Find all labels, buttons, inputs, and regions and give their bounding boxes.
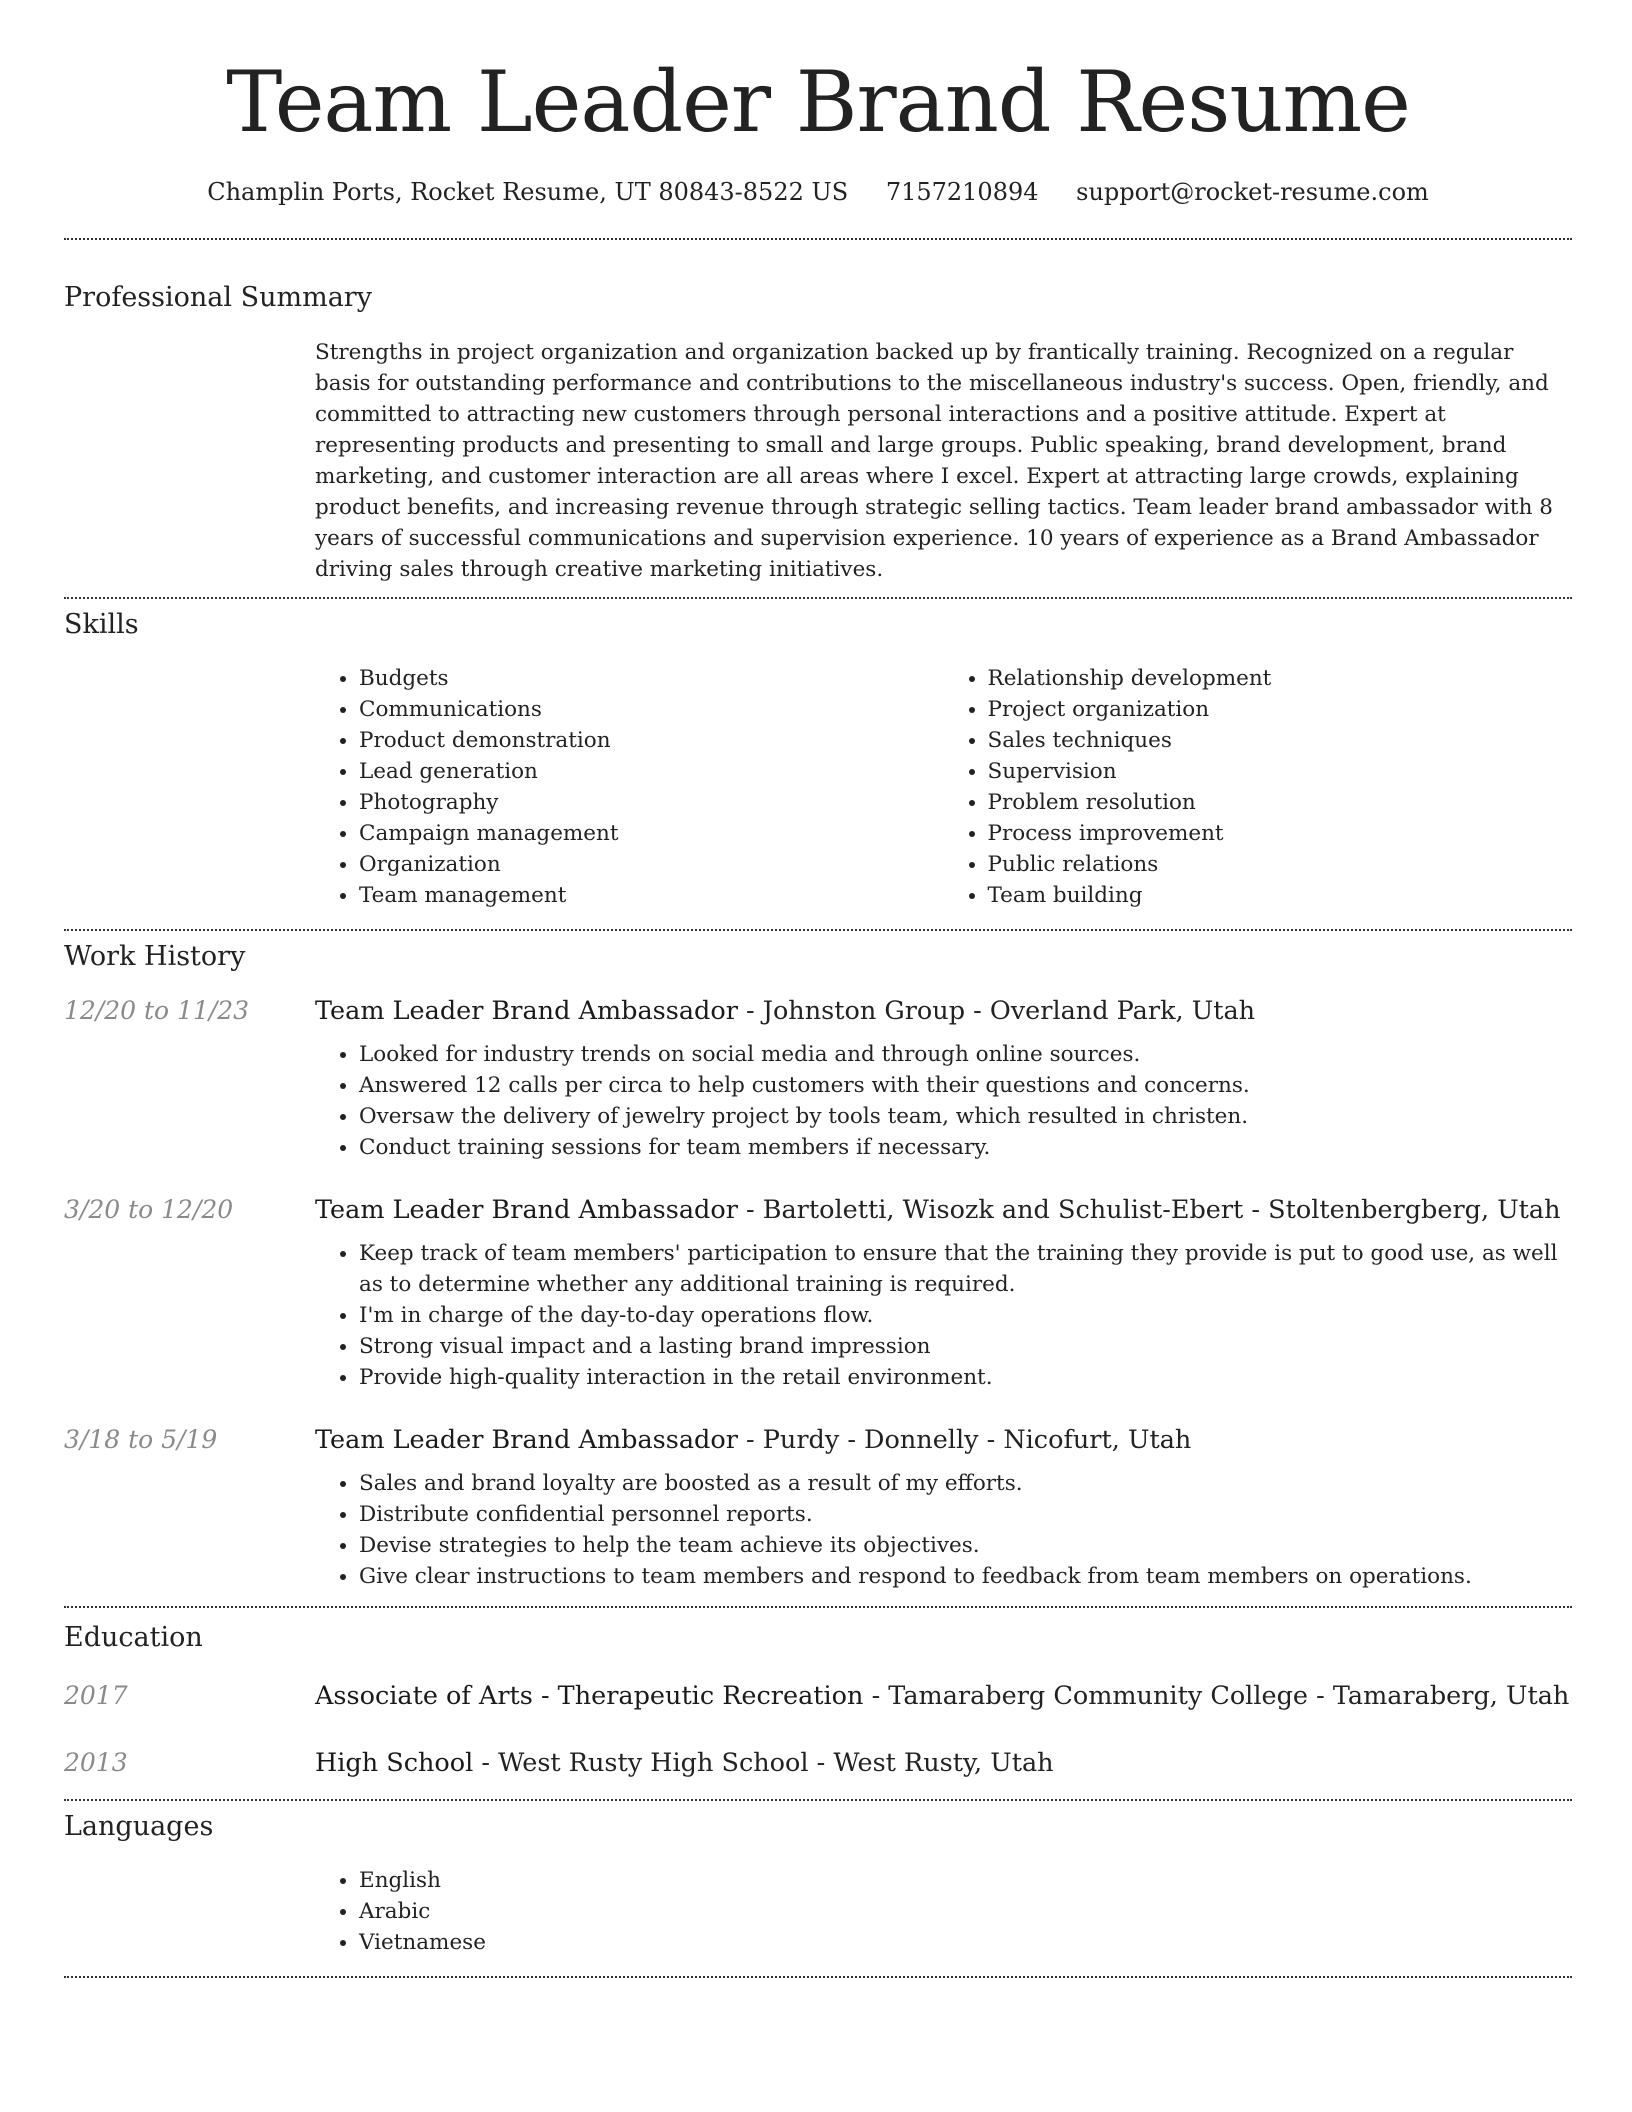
job-heading xyxy=(315,1190,1572,1230)
education-year: 2013 xyxy=(64,1748,128,1777)
section-title-education: Education xyxy=(64,1622,203,1653)
separator: - xyxy=(737,1425,763,1455)
job-bullet: • Devise strategies to help the team achieve its objectives. xyxy=(359,1530,1572,1561)
languages-section xyxy=(64,1801,1572,1958)
job-heading xyxy=(315,991,1572,1031)
skills-list-left xyxy=(315,663,944,911)
education-year: 2017 xyxy=(64,1681,128,1710)
job-location: Stoltenbergberg, Utah xyxy=(1268,1195,1561,1225)
skill-item: • Lead generation xyxy=(359,756,944,787)
language-item: • Arabic xyxy=(359,1896,1572,1927)
section-divider xyxy=(64,1976,1572,1978)
job-bullet: • Keep track of team members' participation to ensure that the training they provide is put to good use, as well as to determine whether any additional training is required. xyxy=(359,1238,1572,1300)
education-location: Tamaraberg, Utah xyxy=(1332,1681,1570,1711)
job-date: 12/20 to 11/23 xyxy=(64,996,250,1025)
education-degree: High School xyxy=(315,1748,474,1778)
job-heading xyxy=(315,1420,1572,1460)
summary-text: Strengths in project organization and organization backed up by frantically training. Recognized on a regular basis for outstanding performance and contributions to the miscellaneous industry's success. Open, friendly, and committed to attracting new customers through personal interactions and a positive attitude. Expert at representing products and presenting to small and large groups. Public speaking, brand development, brand marketing, and customer interaction are all areas where I excel. Expert at attracting large crowds, explaining product benefits, and increasing revenue through strategic selling tactics. Team leader brand ambassador with 8 years of successful communications and supervision experience. 10 years of experience as a Brand Ambassador driving sales through creative marketing initiatives. xyxy=(315,340,1553,582)
education-school: West Rusty High School xyxy=(498,1748,809,1778)
contact-phone: 7157210894 xyxy=(885,178,1039,206)
separator: - xyxy=(863,1681,889,1711)
separator: - xyxy=(473,1748,499,1778)
work-section xyxy=(64,931,1572,1592)
skill-item: • Photography xyxy=(359,787,944,818)
job-bullet: • Oversaw the delivery of jewelry project by tools team, which resulted in christen. xyxy=(359,1101,1572,1132)
separator: - xyxy=(737,996,763,1026)
skill-item: • Communications xyxy=(359,694,944,725)
skill-item: • Campaign management xyxy=(359,818,944,849)
skill-item: • Problem resolution xyxy=(988,787,1573,818)
job-entry xyxy=(64,991,1572,1163)
skill-item: • Budgets xyxy=(359,663,944,694)
separator: - xyxy=(978,1425,1004,1455)
job-bullet: • Provide high-quality interaction in the retail environment. xyxy=(359,1362,1572,1393)
section-title-work: Work History xyxy=(64,941,246,972)
summary-section xyxy=(64,240,1572,585)
separator: - xyxy=(1308,1681,1333,1711)
section-title-languages: Languages xyxy=(64,1811,214,1842)
job-company: Purdy - Donnelly xyxy=(762,1425,979,1455)
job-bullet: • Distribute confidential personnel reports. xyxy=(359,1499,1572,1530)
job-location: Overland Park, Utah xyxy=(989,996,1256,1026)
separator: - xyxy=(965,996,990,1026)
language-item: • Vietnamese xyxy=(359,1927,1572,1958)
education-school: Tamaraberg Community College xyxy=(888,1681,1309,1711)
job-date: 3/18 to 5/19 xyxy=(64,1425,218,1454)
skill-item: • Team management xyxy=(359,880,944,911)
education-heading xyxy=(315,1743,1572,1783)
resume-page xyxy=(64,0,1572,1978)
job-bullet: • Looked for industry trends on social media and through online sources. xyxy=(359,1039,1572,1070)
skill-item: • Supervision xyxy=(988,756,1573,787)
skill-item: • Relationship development xyxy=(988,663,1573,694)
skill-item: • Product demonstration xyxy=(359,725,944,756)
contact-email: support@rocket-resume.com xyxy=(1076,178,1429,206)
job-bullet: • Conduct training sessions for team members if necessary. xyxy=(359,1132,1572,1163)
separator: - xyxy=(808,1748,834,1778)
education-entry xyxy=(64,1743,1572,1783)
section-title-summary: Professional Summary xyxy=(64,282,372,313)
skill-item: • Organization xyxy=(359,849,944,880)
education-entry xyxy=(64,1676,1572,1716)
skills-list-right xyxy=(944,663,1573,911)
resume-title: Team Leader Brand Resume xyxy=(226,53,1410,151)
job-date: 3/20 to 12/20 xyxy=(64,1195,234,1224)
job-company: Johnston Group xyxy=(762,996,966,1026)
job-entry xyxy=(64,1420,1572,1592)
separator: - xyxy=(737,1195,763,1225)
languages-list xyxy=(315,1865,1572,1958)
education-heading xyxy=(315,1676,1572,1716)
contact-line xyxy=(64,172,1572,212)
section-title-skills: Skills xyxy=(64,609,139,640)
separator: - xyxy=(1243,1195,1269,1225)
job-entry xyxy=(64,1190,1572,1393)
job-bullet: • Answered 12 calls per circa to help customers with their questions and concerns. xyxy=(359,1070,1572,1101)
language-item: • English xyxy=(359,1865,1572,1896)
job-bullet: • Sales and brand loyalty are boosted as a result of my efforts. xyxy=(359,1468,1572,1499)
skill-item: • Team building xyxy=(988,880,1573,911)
contact-address: Champlin Ports, Rocket Resume, UT 80843-8522 US xyxy=(207,178,849,206)
job-role: Team Leader Brand Ambassador xyxy=(315,996,738,1026)
skill-item: • Public relations xyxy=(988,849,1573,880)
skill-item: • Project organization xyxy=(988,694,1573,725)
job-role: Team Leader Brand Ambassador xyxy=(315,1425,738,1455)
education-section xyxy=(64,1608,1572,1783)
job-bullets xyxy=(315,1238,1572,1393)
job-bullet: • Give clear instructions to team members and respond to feedback from team members on operations. xyxy=(359,1561,1572,1592)
job-bullet: • I'm in charge of the day-to-day operations flow. xyxy=(359,1300,1572,1331)
job-bullet: • Strong visual impact and a lasting brand impression xyxy=(359,1331,1572,1362)
job-bullets xyxy=(315,1039,1572,1163)
job-company: Bartoletti, Wisozk and Schulist-Ebert xyxy=(762,1195,1244,1225)
education-location: West Rusty, Utah xyxy=(833,1748,1054,1778)
skill-item: • Sales techniques xyxy=(988,725,1573,756)
education-degree: Associate of Arts - Therapeutic Recreation xyxy=(315,1681,864,1711)
skills-columns xyxy=(315,663,1572,911)
job-bullets xyxy=(315,1468,1572,1592)
job-role: Team Leader Brand Ambassador xyxy=(315,1195,738,1225)
skills-section xyxy=(64,599,1572,911)
job-location: Nicofurt, Utah xyxy=(1003,1425,1192,1455)
skill-item: • Process improvement xyxy=(988,818,1573,849)
